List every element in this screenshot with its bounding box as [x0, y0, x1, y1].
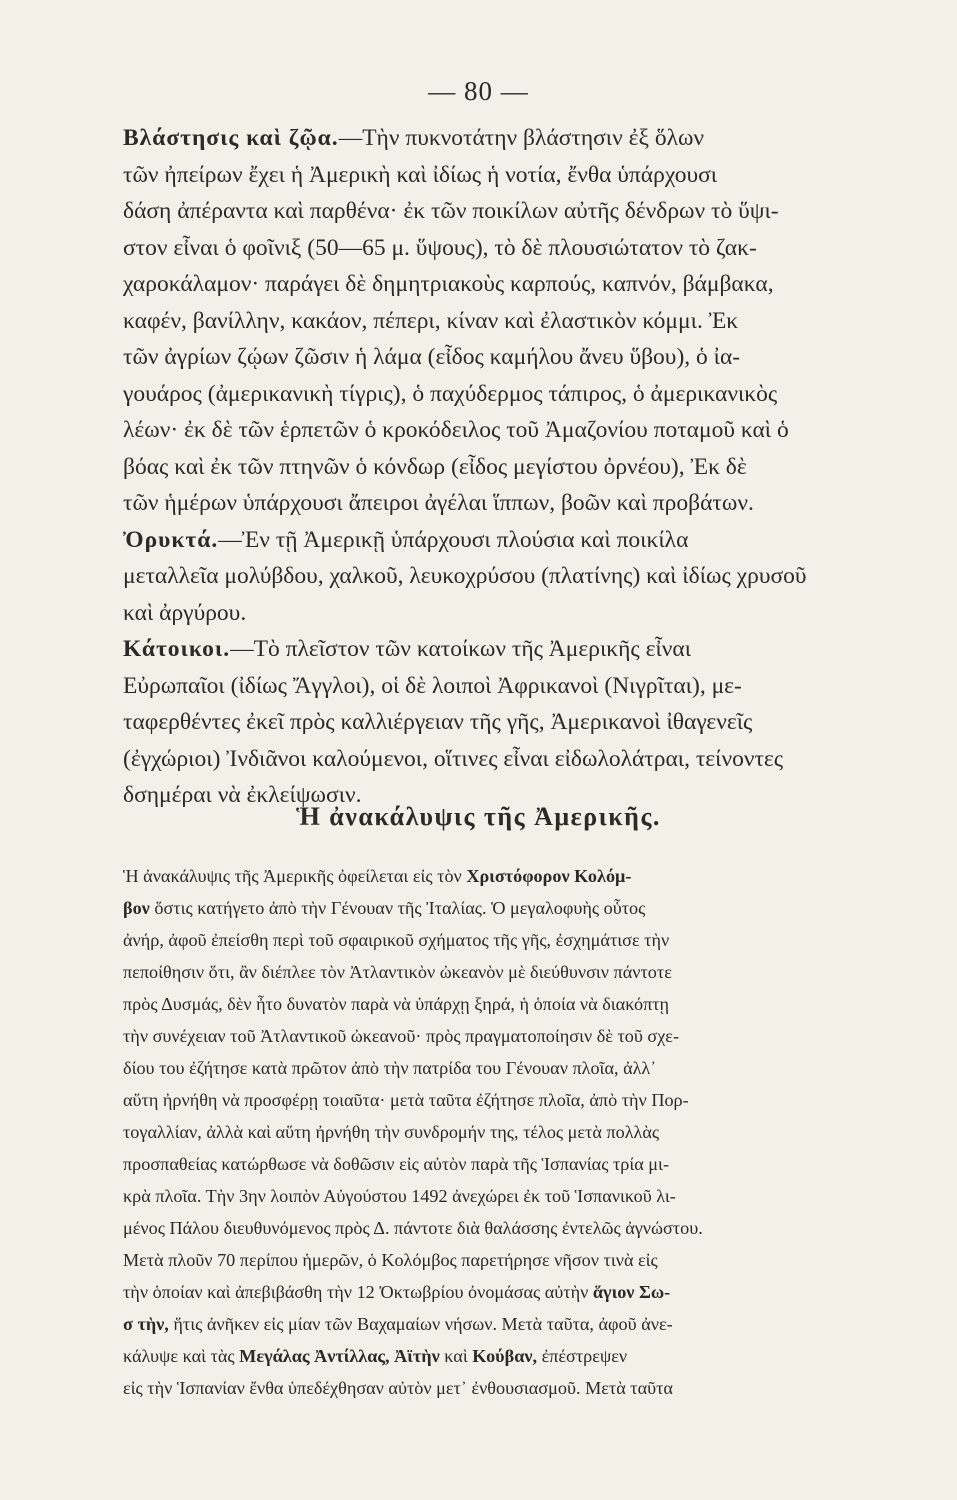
text-line: [123, 898, 903, 919]
text-run: κρὰ πλοῖα. Τὴν 3ην λοιπὸν Αὐγούστου 1492 ἀνεχώρει ἐκ τοῦ Ἱσπανικοῦ λι-: [123, 1186, 676, 1206]
text-run: καὶ: [439, 1346, 473, 1366]
text-run: Μετὰ πλοῦν 70 περίπου ἡμερῶν, ὁ Κολόμβος παρετήρησε νῆσον τινὰ εἰς: [123, 1250, 658, 1270]
text-run: κάλυψε καὶ τὰς: [123, 1346, 240, 1366]
text-line: [123, 1090, 903, 1111]
text-line: [123, 1026, 903, 1047]
text-run: στον εἶναι ὁ φοῖνιξ (50—65 μ. ὕψους), τὸ δὲ πλουσιώτατον τὸ ζακ-: [123, 235, 757, 261]
text-line: [123, 673, 903, 700]
text-line: [123, 746, 903, 773]
text-line: [123, 235, 903, 262]
text-run: αὕτη ἠρνήθη νὰ προσφέρῃ τοιαῦτα· μετὰ ταῦτα ἐζήτησε πλοῖα, ἀπὸ τὴν Πορ-: [123, 1090, 689, 1110]
text-run: γουάρος (ἀμερικανικὴ τίγρις), ὁ παχύδερμος τάπιρος, ὁ ἀμερικανικὸς: [123, 381, 778, 407]
text-line: [123, 636, 903, 663]
text-run: —Τὸ πλεῖστον τῶν κατοίκων τῆς Ἀμερικῆς εἶναι: [230, 636, 692, 662]
run-in-heading: Βλάστησις καὶ ζῷα.: [123, 125, 339, 151]
bold-run: Χριστόφορον Κολόμ-: [466, 866, 632, 886]
text-line: [123, 962, 903, 983]
text-run: δάση ἀπέραντα καὶ παρθένα· ἐκ τῶν ποικίλων αὐτῆς δένδρων τὸ ὕψι-: [123, 198, 779, 224]
text-line: [123, 271, 903, 298]
text-run: ἀνήρ, ἀφοῦ ἐπείσθη περὶ τοῦ σφαιρικοῦ σχήματος τῆς γῆς, ἐσχημάτισε τὴν: [123, 930, 670, 950]
bold-run: σ τὴν,: [123, 1314, 169, 1334]
text-line: [123, 866, 903, 887]
text-run: (ἐγχώριοι) Ἰνδιᾶνοι καλούμενοι, οἵτινες εἶναι εἰδωλολάτραι, τείνοντες: [123, 746, 784, 772]
text-line: [123, 198, 903, 225]
page-number: — 80 —: [428, 76, 529, 106]
text-line: [123, 709, 903, 736]
text-line: [123, 344, 903, 371]
text-run: —Ἐν τῇ Ἀμερικῇ ὑπάρχουσι πλούσια καὶ ποικίλα: [218, 527, 689, 553]
text-line: [123, 162, 903, 189]
text-line: [123, 417, 903, 444]
text-run: πρὸς Δυσμάς, δὲν ἦτο δυνατὸν παρὰ νὰ ὑπάρχῃ ξηρά, ἡ ὁποία νὰ διακόπτῃ: [123, 994, 670, 1014]
text-run: τογαλλίαν, ἀλλὰ καὶ αὕτη ἠρνήθη τὴν συνδρομήν της, τέλος μετὰ πολλὰς: [123, 1122, 660, 1142]
text-run: καὶ ἀργύρου.: [123, 600, 247, 626]
text-run: Εὐρωπαῖοι (ἰδίως Ἄγγλοι), οἱ δὲ λοιποὶ Ἀφρικανοὶ (Νιγρῖται), με-: [123, 673, 742, 699]
text-line: [123, 563, 903, 590]
text-run: βόας καὶ ἐκ τῶν πτηνῶν ὁ κόνδωρ (εἶδος μεγίστου ὀρνέου), Ἐκ δὲ: [123, 454, 747, 480]
text-line: [123, 994, 903, 1015]
text-run: δίου του ἐζήτησε κατὰ πρῶτον ἀπὸ τὴν πατρίδα του Γένουαν πλοῖα, ἀλλ᾽: [123, 1058, 657, 1078]
text-run: —Τὴν πυκνοτάτην βλάστησιν ἐξ ὅλων: [338, 125, 705, 151]
text-line: [123, 1058, 903, 1079]
run-in-heading: Κάτοικοι.: [123, 636, 231, 662]
text-run: καφέν, βανίλλην, κακάον, πέπερι, κίναν καὶ ἐλαστικὸν κόμμι. Ἐκ: [123, 308, 739, 334]
text-run: ἐπέστρεψεν: [537, 1346, 628, 1366]
text-run: εἰς τὴν Ἱσπανίαν ἔνθα ὑπεδέχθησαν αὐτὸν μετ᾽ ἐνθουσιασμοῦ. Μετὰ ταῦτα: [123, 1378, 673, 1398]
bold-run: ἅγιον Σω-: [592, 1282, 671, 1302]
bold-run: Μεγάλας Ἀντίλλας, Ἀϊτὴν: [239, 1346, 440, 1366]
run-in-heading: Ὀρυκτά.: [123, 527, 219, 553]
text-run: ἥτις ἀνῆκεν εἰς μίαν τῶν Βαχαμαίων νήσων. Μετὰ ταῦτα, ἀφοῦ ἀνε-: [168, 1314, 673, 1334]
text-run: δσημέραι νὰ ἐκλείψωσιν.: [123, 782, 362, 808]
text-run: τῶν ἠπείρων ἔχει ἡ Ἀμερικὴ καὶ ἰδίως ἡ νοτία, ἔνθα ὑπάρχουσι: [123, 162, 718, 188]
text-run: Ἡ ἀνακάλυψις τῆς Ἀμερικῆς ὀφείλεται εἰς τὸν: [123, 866, 467, 886]
text-run: τὴν ὁποίαν καὶ ἀπεβιβάσθη τὴν 12 Ὀκτωβρίου ὀνομάσας αὐτὴν: [123, 1282, 593, 1302]
text-line: [123, 1314, 903, 1335]
text-line: [123, 454, 903, 481]
text-run: χαροκάλαμον· παράγει δὲ δημητριακοὺς καρπούς, καπνόν, βάμβακα,: [123, 271, 774, 297]
text-line: [123, 125, 903, 152]
text-line: [123, 1154, 903, 1175]
text-line: [123, 600, 903, 627]
text-line: [123, 527, 903, 554]
text-line: [123, 1346, 903, 1367]
text-run: τῶν ἀγρίων ζῴων ζῶσιν ἡ λάμα (εἶδος καμήλου ἄνευ ὕβου), ὁ ἰα-: [123, 344, 741, 370]
text-line: [123, 490, 903, 517]
section-heading: Ἡ ἀνακάλυψις τῆς Ἀμερικῆς.: [296, 802, 661, 831]
text-line: [123, 308, 903, 335]
text-line: [123, 1218, 903, 1239]
text-line: [123, 381, 903, 408]
text-run: τὴν συνέχειαν τοῦ Ἀτλαντικοῦ ὠκεανοῦ· πρὸς πραγματοποίησιν δὲ τοῦ σχε-: [123, 1026, 680, 1046]
text-line: [123, 1282, 903, 1303]
text-run: τῶν ἡμέρων ὑπάρχουσι ἄπειροι ἀγέλαι ἵππων, βοῶν καὶ προβάτων.: [123, 490, 754, 516]
text-run: ταφερθέντες ἐκεῖ πρὸς καλλιέργειαν τῆς γῆς, Ἀμερικανοὶ ἰθαγενεῖς: [123, 709, 753, 735]
bold-run: Κούβαν,: [472, 1346, 538, 1366]
text-line: [123, 1378, 903, 1399]
bold-run: βον: [123, 898, 150, 918]
text-line: [123, 1122, 903, 1143]
text-run: λέων· ἐκ δὲ τῶν ἑρπετῶν ὁ κροκόδειλος τοῦ Ἀμαζονίου ποταμοῦ καὶ ὁ: [123, 417, 789, 443]
text-line: [123, 930, 903, 951]
text-run: πεποίθησιν ὅτι, ἂν διέπλεε τὸν Ἀτλαντικὸν ὠκεανὸν μὲ διεύθυνσιν πάντοτε: [123, 962, 672, 982]
text-line: [123, 1186, 903, 1207]
text-run: ὅστις κατήγετο ἀπὸ τὴν Γένουαν τῆς Ἰταλίας. Ὁ μεγαλοφυὴς οὗτος: [149, 898, 646, 918]
text-run: προσπαθείας κατώρθωσε νὰ δοθῶσιν εἰς αὐτὸν παρὰ τῆς Ἱσπανίας τρία μι-: [123, 1154, 669, 1174]
text-run: μεταλλεῖα μολύβδου, χαλκοῦ, λευκοχρύσου (πλατίνης) καὶ ἰδίως χρυσοῦ: [123, 563, 807, 589]
text-run: μένος Πάλου διευθυνόμενος πρὸς Δ. πάντοτε διὰ θαλάσσης ἐντελῶς ἀγνώστου.: [123, 1218, 703, 1238]
text-line: [123, 1250, 903, 1271]
